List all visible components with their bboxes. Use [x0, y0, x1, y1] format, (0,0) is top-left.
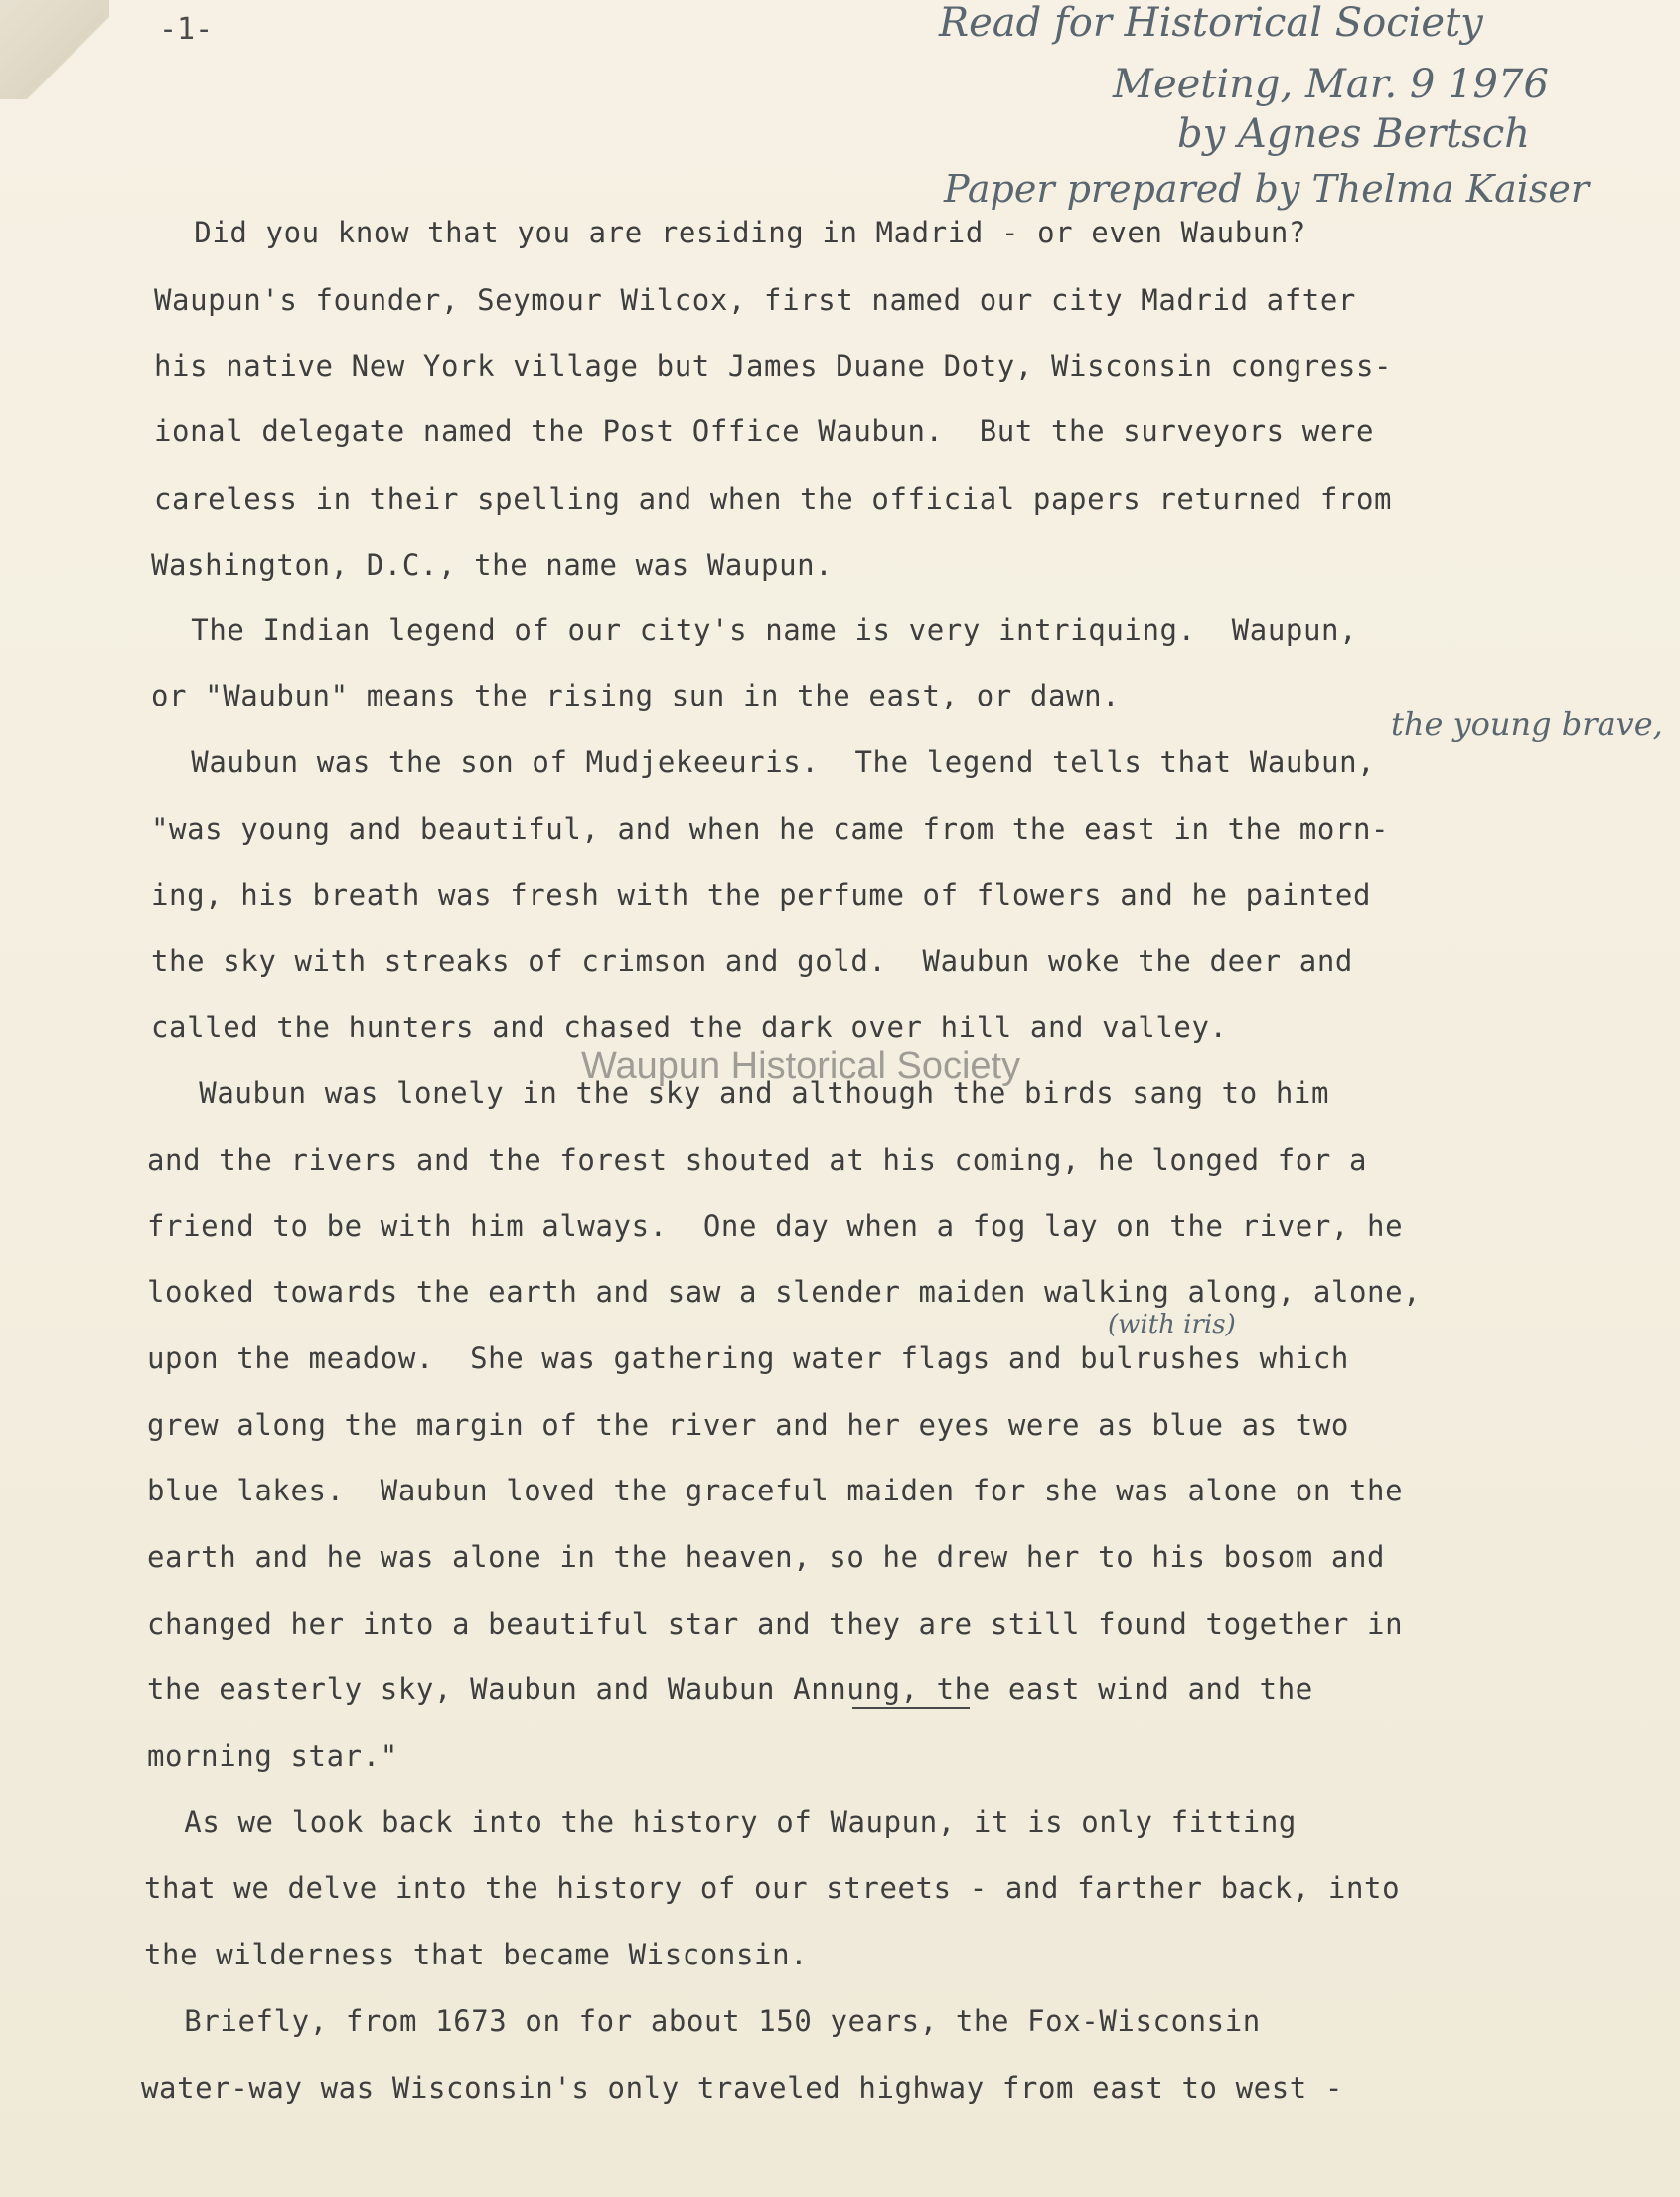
- page-number: -1-: [159, 12, 214, 47]
- handwritten-note-line-4: Paper prepared by Thelma Kaiser: [944, 167, 1590, 211]
- text-line-15: and the rivers and the forest shouted at his coming, he longed for a: [147, 1143, 1368, 1177]
- text-line-11: ing, his breath was fresh with the perfume of flowers and he painted: [151, 878, 1372, 912]
- handwritten-note-line-3: by Agnes Bertsch: [1177, 111, 1531, 157]
- text-line-9: Waubun was the son of Mudjekeeuris. The legend tells that Waubun,: [101, 745, 1376, 779]
- annung-underline: [852, 1707, 970, 1709]
- text-line-6: Washington, D.C., the name was Waupun.: [151, 549, 834, 582]
- text-line-12: the sky with streaks of crimson and gold. Waubun woke the deer and: [151, 944, 1353, 978]
- text-line-26: that we delve into the history of our streets - and farther back, into: [144, 1871, 1401, 1905]
- text-line-28: Briefly, from 1673 on for about 150 years, the Fox-Wisconsin: [94, 2004, 1261, 2038]
- text-line-4: ional delegate named the Post Office Waubun. But the surveyors were: [154, 414, 1375, 448]
- text-line-23: the easterly sky, Waubun and Waubun Annung, the east wind and the: [147, 1672, 1313, 1706]
- text-line-7: The Indian legend of our city's name is very intriquing. Waupun,: [101, 613, 1358, 647]
- text-line-25: As we look back into the history of Waupun, it is only fitting: [94, 1805, 1297, 1839]
- text-line-14: Waubun was lonely in the sky and although the birds sang to him: [109, 1076, 1330, 1110]
- interlinear-note-young-brave: the young brave,: [1391, 706, 1663, 743]
- text-line-17: looked towards the earth and saw a slender maiden walking along, alone,: [147, 1275, 1422, 1309]
- text-line-16: friend to be with him always. One day when a fog lay on the river, he: [147, 1209, 1404, 1243]
- text-line-29: water-way was Wisconsin's only traveled highway from east to west -: [141, 2071, 1343, 2105]
- text-line-10: "was young and beautiful, and when he came from the east in the morn-: [151, 812, 1390, 846]
- text-line-24: morning star.": [147, 1739, 398, 1773]
- watermark: Waupun Historical Society: [581, 1045, 1021, 1087]
- text-line-13: called the hunters and chased the dark over hill and valley.: [151, 1011, 1228, 1044]
- text-line-20: blue lakes. Waubun loved the graceful maiden for she was alone on the: [147, 1474, 1404, 1507]
- interlinear-note-with-iris: (with iris): [1108, 1310, 1236, 1339]
- text-line-5: careless in their spelling and when the official papers returned from: [154, 482, 1393, 516]
- text-line-19: grew along the margin of the river and her eyes were as blue as two: [147, 1408, 1349, 1442]
- handwritten-note-line-2: Meeting, Mar. 9 1976: [1113, 62, 1549, 107]
- text-line-3: his native New York village but James Duane Doty, Wisconsin congress-: [154, 349, 1393, 383]
- text-line-21: earth and he was alone in the heaven, so he drew her to his bosom and: [147, 1540, 1386, 1574]
- handwritten-note-line-1: Read for Historical Society: [939, 0, 1483, 46]
- text-line-27: the wilderness that became Wisconsin.: [144, 1938, 809, 1971]
- text-line-22: changed her into a beautiful star and they are still found together in: [147, 1607, 1404, 1641]
- text-line-2: Waupun's founder, Seymour Wilcox, first named our city Madrid after: [154, 283, 1356, 317]
- text-line-8: or "Waubun" means the rising sun in the east, or dawn.: [151, 679, 1121, 712]
- text-line-18: upon the meadow. She was gathering water flags and bulrushes which: [147, 1341, 1349, 1375]
- text-line-1: Did you know that you are residing in Madrid - or even Waubun?: [104, 216, 1306, 249]
